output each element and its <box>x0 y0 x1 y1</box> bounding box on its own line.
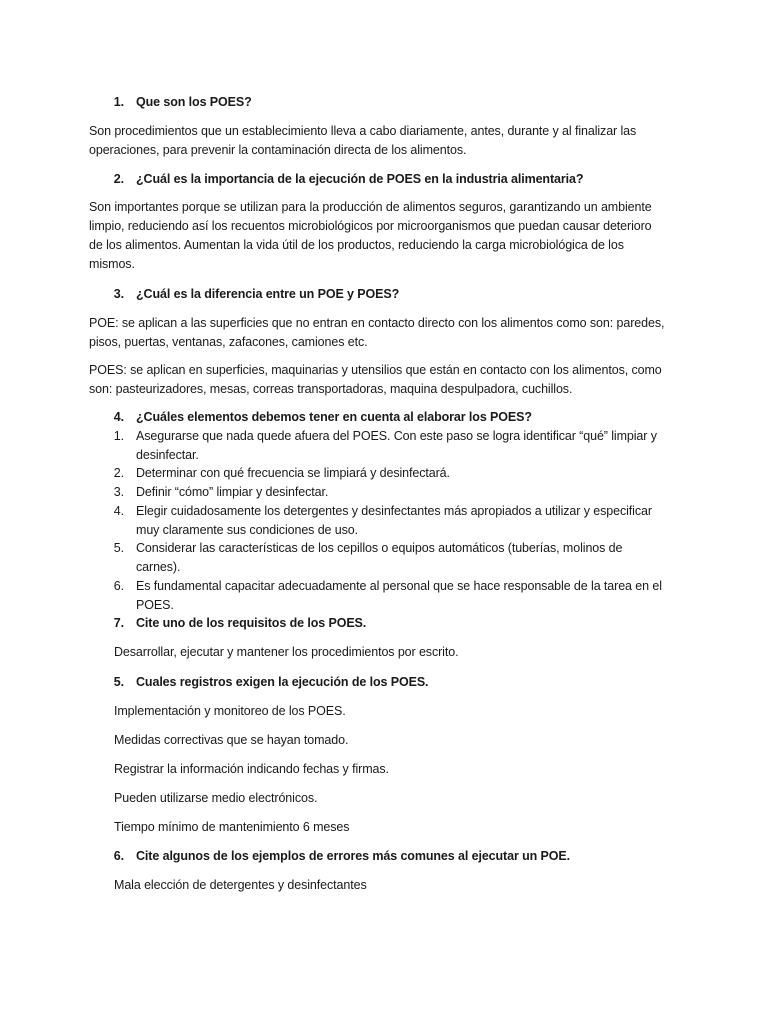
list-number: 6. <box>113 579 124 593</box>
question-text: Cite algunos de los ejemplos de errores más comunes al ejecutar un POE. <box>136 849 571 863</box>
answer-line: de los alimentos. Aumentan la vida útil de los productos, reduciendo la carga microbiológica de los <box>89 238 624 252</box>
list-line: Elegir cuidadosamente los detergentes y desinfectantes más apropiados a utilizar y especificar <box>136 504 652 518</box>
list-number: 1. <box>113 429 124 443</box>
list-line: Definir “cómo” limpiar y desinfectar. <box>136 485 329 499</box>
question-number: 7. <box>113 616 124 630</box>
question-text: Cite uno de los requisitos de los POES. <box>136 616 367 630</box>
answer-line: POE: se aplican a las superficies que no entran en contacto directo con los alimentos como son: paredes, <box>89 316 665 330</box>
list-number: 5. <box>113 541 124 555</box>
question-number: 3. <box>113 287 124 301</box>
answer-line: Tiempo mínimo de mantenimiento 6 meses <box>114 820 350 834</box>
question-text: ¿Cuál es la diferencia entre un POE y POES? <box>136 287 400 301</box>
answer-line: Desarrollar, ejecutar y mantener los procedimientos por escrito. <box>114 645 459 659</box>
answer-line: son: pasteurizadores, mesas, correas transportadoras, maquina despulpadora, cuchillos. <box>89 382 573 396</box>
question-number: 1. <box>113 95 124 109</box>
list-number: 3. <box>113 485 124 499</box>
answer-line: Implementación y monitoreo de los POES. <box>114 704 346 718</box>
list-line: Es fundamental capacitar adecuadamente al personal que se hace responsable de la tarea en el <box>136 579 662 593</box>
answer-line: POES: se aplican en superficies, maquinarias y utensilios que están en contacto con los alimentos, como <box>89 363 662 377</box>
answer-line: Registrar la información indicando fechas y firmas. <box>114 762 389 776</box>
question-text: ¿Cuál es la importancia de la ejecución de POES en la industria alimentaria? <box>136 172 584 186</box>
question-text: Que son los POES? <box>136 95 252 109</box>
answer-line: Son procedimientos que un establecimiento lleva a cabo diariamente, antes, durante y al finalizar las <box>89 124 637 138</box>
question-text: Cuales registros exigen la ejecución de los POES. <box>136 675 429 689</box>
list-number: 4. <box>113 504 124 518</box>
answer-line: operaciones, para prevenir la contaminación directa de los alimentos. <box>89 143 467 157</box>
question-text: ¿Cuáles elementos debemos tener en cuenta al elaborar los POES? <box>136 410 532 424</box>
answer-line: limpio, reduciendo así los recuentos microbiológicos por microorganismos que puedan causar deterioro <box>89 219 652 233</box>
list-line: Asegurarse que nada quede afuera del POES. Con este paso se logra identificar “qué” limpiar y <box>136 429 657 443</box>
answer-line: pisos, puertas, ventanas, zafacones, camiones etc. <box>89 335 368 349</box>
list-line: carnes). <box>136 560 181 574</box>
question-number: 4. <box>113 410 124 424</box>
question-number: 5. <box>113 675 124 689</box>
answer-line: Medidas correctivas que se hayan tomado. <box>114 733 349 747</box>
list-line: POES. <box>136 598 174 612</box>
answer-line: Mala elección de detergentes y desinfectantes <box>114 878 367 892</box>
list-line: Considerar las características de los cepillos o equipos automáticos (tuberías, molinos de <box>136 541 623 555</box>
list-line: Determinar con qué frecuencia se limpiará y desinfectará. <box>136 466 450 480</box>
list-line: desinfectar. <box>136 448 199 462</box>
list-number: 2. <box>113 466 124 480</box>
question-number: 2. <box>113 172 124 186</box>
answer-line: mismos. <box>89 257 135 271</box>
question-number: 6. <box>113 849 124 863</box>
answer-line: Pueden utilizarse medio electrónicos. <box>114 791 318 805</box>
answer-line: Son importantes porque se utilizan para la producción de alimentos seguros, garantizando un ambiente <box>89 200 652 214</box>
list-line: muy claramente sus condiciones de uso. <box>136 523 359 537</box>
